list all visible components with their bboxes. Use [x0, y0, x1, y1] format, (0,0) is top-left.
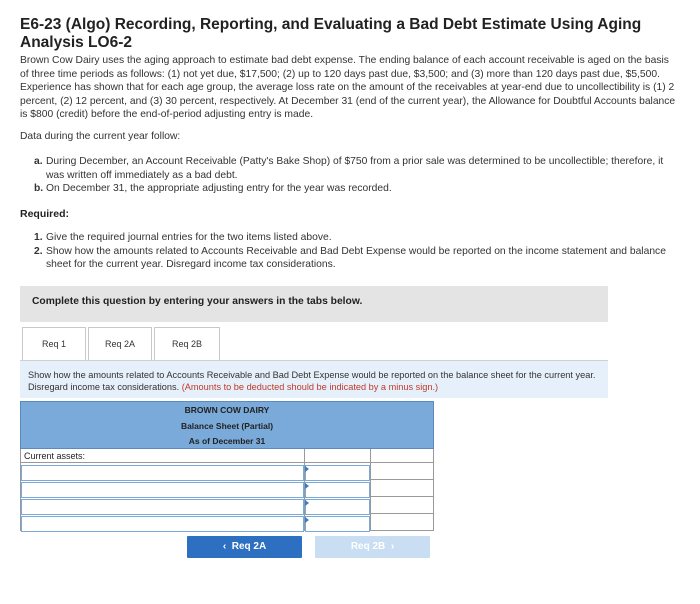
section-row	[20, 449, 434, 463]
balance-sheet-table	[20, 401, 434, 531]
table-row	[20, 463, 434, 480]
statement-header	[20, 401, 434, 449]
triangle-marker-icon	[305, 483, 309, 489]
problem-intro: Brown Cow Dairy uses the aging approach to estimate bad debt expense. The ending balance of each account receivable is aged on the basis of three time periods as follows: (1) not yet due, $17,500; (2) up to 120 days past due, $3,500; and (3) more than 120 days past due, $5,500. Experience has shown that for each age group, the average loss rate on the amount of the receivables at year-end due to uncollectibility is (1) 2 percent, (2) 12 percent, and (3) 30 percent, respectively. At December 31 (end of the current year), the Allowance for Doubtful Accounts balance is $800 (credit) before the end-of-period adjusting entry is made.	[20, 55, 676, 120]
triangle-marker-icon	[305, 517, 309, 523]
total-cell	[371, 514, 433, 530]
total-cell	[371, 463, 433, 479]
total-cell	[371, 497, 433, 513]
statement-name: Balance Sheet (Partial)	[180, 420, 274, 431]
list-marker: 2.	[34, 245, 43, 257]
total-cell	[371, 480, 433, 496]
data-heading: Data during the current year follow:	[20, 131, 181, 142]
triangle-marker-icon	[305, 500, 309, 506]
empty-cell	[370, 449, 434, 463]
tab-instruction	[20, 360, 608, 398]
amount-input[interactable]	[305, 516, 370, 532]
list-marker: b.	[34, 183, 44, 194]
next-button[interactable]	[315, 536, 430, 558]
tab-req-2a[interactable]: Req 2A	[88, 327, 152, 360]
instruction-text: Show how the amounts related to Accounts Receivable and Bad Debt Expense would be reported on the balance sheet for the current year. Disregard income tax considerations.	[28, 370, 596, 392]
amount-input[interactable]	[305, 499, 370, 515]
table-row	[20, 497, 434, 514]
table-row	[20, 480, 434, 497]
chevron-right-icon: ›	[390, 541, 395, 552]
account-input[interactable]	[21, 499, 304, 515]
tab-bar	[22, 327, 222, 360]
list-text: Show how the amounts related to Accounts Receivable and Bad Debt Expense would be reported on the income statement and balance sheet for the current year. Disregard income tax considerations.	[46, 245, 666, 270]
list-item	[34, 245, 674, 272]
required-heading: Required:	[20, 208, 70, 220]
account-input[interactable]	[21, 465, 304, 481]
list-item	[34, 231, 674, 245]
page-title: E6-23 (Algo) Recording, Reporting, and Evaluating a Bad Debt Estimate Using Aging Analysis LO6-2	[20, 16, 642, 51]
list-text: On December 31, the appropriate adjusting entry for the year was recorded.	[46, 183, 392, 194]
list-item	[34, 155, 674, 182]
statement-date: As of December 31	[188, 436, 266, 446]
list-text: Give the required journal entries for the two items listed above.	[46, 232, 332, 243]
tab-req-2b[interactable]: Req 2B	[154, 327, 220, 361]
empty-cell	[304, 449, 370, 463]
company-name: BROWN COW DAIRY	[184, 405, 270, 415]
chevron-left-icon: ‹	[222, 541, 227, 552]
instruction-note: (Amounts to be deducted should be indicated by a minus sign.)	[181, 382, 439, 392]
list-text: During December, an Account Receivable (Patty's Bake Shop) of $750 from a prior sale was determined to be uncollectible; therefore, it was written off immediately as a bad debt.	[46, 156, 664, 181]
next-button-label: Req 2B	[350, 541, 386, 552]
triangle-marker-icon	[305, 466, 309, 472]
required-list	[34, 231, 674, 272]
amount-input[interactable]	[305, 465, 370, 481]
list-marker: 1.	[34, 232, 43, 243]
amount-input[interactable]	[305, 482, 370, 498]
prev-button-label: Req 2A	[231, 541, 267, 552]
account-input[interactable]	[21, 516, 304, 532]
tab-req-1[interactable]: Req 1	[22, 327, 86, 360]
list-item	[34, 182, 674, 196]
data-list	[34, 155, 674, 196]
table-row	[20, 514, 434, 531]
section-label: Current assets:	[24, 451, 86, 461]
account-input[interactable]	[21, 482, 304, 498]
list-marker: a.	[34, 156, 43, 167]
prev-button[interactable]	[187, 536, 302, 558]
instructions-banner: Complete this question by entering your answers in the tabs below.	[20, 286, 608, 322]
